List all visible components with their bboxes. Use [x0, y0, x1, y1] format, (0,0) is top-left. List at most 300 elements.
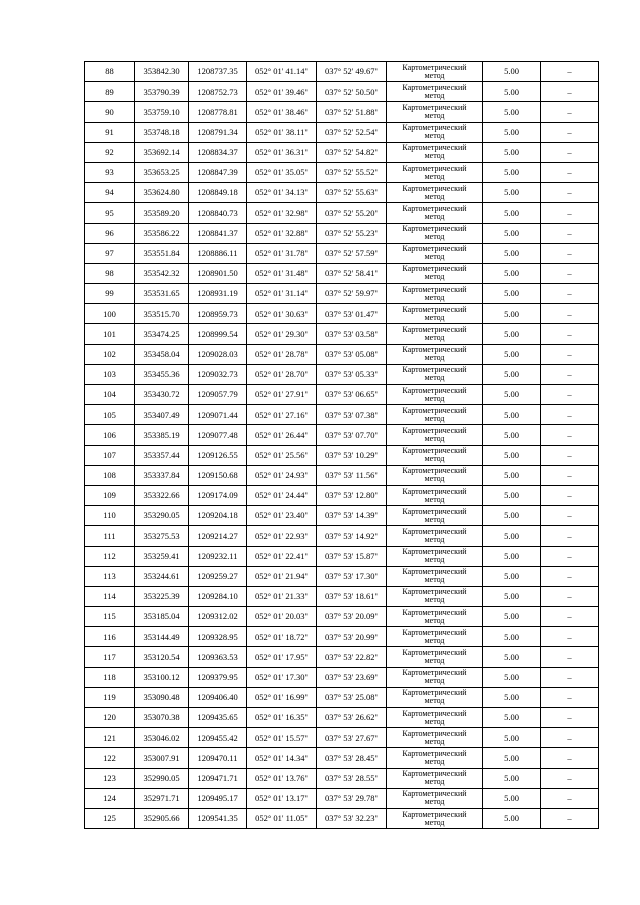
latitude-cell: 052° 01' 36.31": [247, 142, 317, 162]
longitude-cell: 037° 53' 03.58": [317, 324, 387, 344]
precision-cell: 5.00: [483, 465, 541, 485]
x-coordinate-cell: 353144.49: [135, 627, 189, 647]
precision-cell: 5.00: [483, 687, 541, 707]
longitude-cell: 037° 52' 58.41": [317, 263, 387, 283]
precision-cell: 5.00: [483, 62, 541, 82]
precision-cell: 5.00: [483, 445, 541, 465]
method-line1: Картометрический: [402, 567, 467, 577]
coordinates-table: [84, 61, 599, 829]
point-number-cell: 93: [85, 162, 135, 182]
table-row: [85, 607, 599, 627]
dash-cell: –: [541, 445, 599, 465]
method-cell: [387, 687, 483, 707]
point-number-cell: 103: [85, 364, 135, 384]
x-coordinate-cell: 352905.66: [135, 808, 189, 828]
point-number-cell: 123: [85, 768, 135, 788]
method-line1: Картометрический: [402, 102, 467, 112]
x-coordinate-cell: 353515.70: [135, 304, 189, 324]
method-line2: метод: [424, 433, 445, 443]
y-coordinate-cell: 1209214.27: [189, 526, 247, 546]
longitude-cell: 037° 53' 14.39": [317, 506, 387, 526]
dash-cell: –: [541, 122, 599, 142]
point-number-cell: 113: [85, 566, 135, 586]
table-row: [85, 162, 599, 182]
method-line2: метод: [424, 171, 445, 181]
latitude-cell: 052° 01' 21.33": [247, 586, 317, 606]
method-cell: [387, 304, 483, 324]
y-coordinate-cell: 1209284.10: [189, 586, 247, 606]
method-cell: [387, 142, 483, 162]
method-line2: метод: [424, 333, 445, 343]
longitude-cell: 037° 53' 05.08": [317, 344, 387, 364]
precision-cell: 5.00: [483, 586, 541, 606]
method-line1: Картометрический: [402, 446, 467, 456]
y-coordinate-cell: 1208752.73: [189, 82, 247, 102]
dash-cell: –: [541, 506, 599, 526]
precision-cell: 5.00: [483, 183, 541, 203]
point-number-cell: 120: [85, 708, 135, 728]
x-coordinate-cell: 353586.22: [135, 223, 189, 243]
longitude-cell: 037° 53' 14.92": [317, 526, 387, 546]
method-line2: метод: [424, 555, 445, 565]
y-coordinate-cell: 1209126.55: [189, 445, 247, 465]
method-line2: метод: [424, 716, 445, 726]
table-row: [85, 526, 599, 546]
y-coordinate-cell: 1208778.81: [189, 102, 247, 122]
latitude-cell: 052° 01' 34.13": [247, 183, 317, 203]
method-line1: Картометрический: [402, 688, 467, 698]
longitude-cell: 037° 53' 20.99": [317, 627, 387, 647]
method-line1: Картометрический: [402, 183, 467, 193]
x-coordinate-cell: 353551.84: [135, 243, 189, 263]
method-cell: [387, 506, 483, 526]
point-number-cell: 107: [85, 445, 135, 465]
x-coordinate-cell: 353185.04: [135, 607, 189, 627]
method-cell: [387, 586, 483, 606]
point-number-cell: 89: [85, 82, 135, 102]
y-coordinate-cell: 1208849.18: [189, 183, 247, 203]
table-row: [85, 324, 599, 344]
longitude-cell: 037° 53' 17.30": [317, 566, 387, 586]
precision-cell: 5.00: [483, 223, 541, 243]
method-cell: [387, 405, 483, 425]
y-coordinate-cell: 1208841.37: [189, 223, 247, 243]
table-row: [85, 344, 599, 364]
y-coordinate-cell: 1209363.53: [189, 647, 247, 667]
point-number-cell: 124: [85, 788, 135, 808]
method-cell: [387, 445, 483, 465]
method-cell: [387, 344, 483, 364]
table-row: [85, 667, 599, 687]
point-number-cell: 102: [85, 344, 135, 364]
longitude-cell: 037° 52' 55.52": [317, 162, 387, 182]
y-coordinate-cell: 1208847.39: [189, 162, 247, 182]
latitude-cell: 052° 01' 32.98": [247, 203, 317, 223]
latitude-cell: 052° 01' 35.05": [247, 162, 317, 182]
y-coordinate-cell: 1209455.42: [189, 728, 247, 748]
x-coordinate-cell: 353007.91: [135, 748, 189, 768]
x-coordinate-cell: 353337.84: [135, 465, 189, 485]
longitude-cell: 037° 52' 52.54": [317, 122, 387, 142]
y-coordinate-cell: 1208791.34: [189, 122, 247, 142]
method-cell: [387, 485, 483, 505]
method-line2: метод: [424, 272, 445, 282]
method-cell: [387, 808, 483, 828]
y-coordinate-cell: 1208834.37: [189, 142, 247, 162]
dash-cell: –: [541, 344, 599, 364]
method-line2: метод: [424, 494, 445, 504]
precision-cell: 5.00: [483, 162, 541, 182]
method-line2: метод: [424, 817, 445, 827]
longitude-cell: 037° 53' 11.56": [317, 465, 387, 485]
dash-cell: –: [541, 465, 599, 485]
method-line2: метод: [424, 615, 445, 625]
dash-cell: –: [541, 324, 599, 344]
method-line2: метод: [424, 393, 445, 403]
method-line1: Картометрический: [402, 163, 467, 173]
longitude-cell: 037° 53' 18.61": [317, 586, 387, 606]
method-line1: Картометрический: [402, 365, 467, 375]
y-coordinate-cell: 1209057.79: [189, 385, 247, 405]
point-number-cell: 97: [85, 243, 135, 263]
x-coordinate-cell: 353759.10: [135, 102, 189, 122]
precision-cell: 5.00: [483, 304, 541, 324]
method-line1: Картометрический: [402, 405, 467, 415]
method-cell: [387, 768, 483, 788]
latitude-cell: 052° 01' 31.78": [247, 243, 317, 263]
method-cell: [387, 243, 483, 263]
precision-cell: 5.00: [483, 728, 541, 748]
dash-cell: –: [541, 647, 599, 667]
longitude-cell: 037° 53' 27.67": [317, 728, 387, 748]
x-coordinate-cell: 353385.19: [135, 425, 189, 445]
table-row: [85, 223, 599, 243]
method-cell: [387, 788, 483, 808]
longitude-cell: 037° 53' 15.87": [317, 546, 387, 566]
method-line2: метод: [424, 756, 445, 766]
y-coordinate-cell: 1209028.03: [189, 344, 247, 364]
dash-cell: –: [541, 142, 599, 162]
method-cell: [387, 385, 483, 405]
point-number-cell: 99: [85, 284, 135, 304]
precision-cell: 5.00: [483, 627, 541, 647]
method-line1: Картометрический: [402, 224, 467, 234]
longitude-cell: 037° 53' 12.80": [317, 485, 387, 505]
dash-cell: –: [541, 62, 599, 82]
method-line2: метод: [424, 656, 445, 666]
method-line2: метод: [424, 90, 445, 100]
point-number-cell: 100: [85, 304, 135, 324]
precision-cell: 5.00: [483, 526, 541, 546]
table-row: [85, 122, 599, 142]
longitude-cell: 037° 53' 29.78": [317, 788, 387, 808]
method-line1: Картометрический: [402, 82, 467, 92]
method-cell: [387, 465, 483, 485]
y-coordinate-cell: 1209032.73: [189, 364, 247, 384]
dash-cell: –: [541, 223, 599, 243]
latitude-cell: 052° 01' 14.34": [247, 748, 317, 768]
method-line1: Картометрический: [402, 769, 467, 779]
method-line2: метод: [424, 635, 445, 645]
y-coordinate-cell: 1209470.11: [189, 748, 247, 768]
latitude-cell: 052° 01' 11.05": [247, 808, 317, 828]
precision-cell: 5.00: [483, 546, 541, 566]
method-line1: Картометрический: [402, 486, 467, 496]
dash-cell: –: [541, 243, 599, 263]
x-coordinate-cell: 353244.61: [135, 566, 189, 586]
y-coordinate-cell: 1208737.35: [189, 62, 247, 82]
x-coordinate-cell: 353589.20: [135, 203, 189, 223]
method-line2: метод: [424, 413, 445, 423]
longitude-cell: 037° 53' 05.33": [317, 364, 387, 384]
precision-cell: 5.00: [483, 263, 541, 283]
longitude-cell: 037° 53' 10.29": [317, 445, 387, 465]
x-coordinate-cell: 353407.49: [135, 405, 189, 425]
method-line1: Картометрический: [402, 304, 467, 314]
precision-cell: 5.00: [483, 768, 541, 788]
dash-cell: –: [541, 526, 599, 546]
method-cell: [387, 284, 483, 304]
precision-cell: 5.00: [483, 122, 541, 142]
x-coordinate-cell: 353275.53: [135, 526, 189, 546]
point-number-cell: 98: [85, 263, 135, 283]
table-row: [85, 183, 599, 203]
precision-cell: 5.00: [483, 405, 541, 425]
x-coordinate-cell: 353120.54: [135, 647, 189, 667]
method-line2: метод: [424, 736, 445, 746]
method-cell: [387, 203, 483, 223]
longitude-cell: 037° 53' 22.82": [317, 647, 387, 667]
table-row: [85, 425, 599, 445]
method-line1: Картометрический: [402, 748, 467, 758]
point-number-cell: 88: [85, 62, 135, 82]
dash-cell: –: [541, 405, 599, 425]
y-coordinate-cell: 1209379.95: [189, 667, 247, 687]
longitude-cell: 037° 53' 23.69": [317, 667, 387, 687]
method-cell: [387, 82, 483, 102]
method-line2: метод: [424, 353, 445, 363]
longitude-cell: 037° 52' 50.50": [317, 82, 387, 102]
point-number-cell: 105: [85, 405, 135, 425]
point-number-cell: 122: [85, 748, 135, 768]
point-number-cell: 111: [85, 526, 135, 546]
method-line1: Картометрический: [402, 809, 467, 819]
method-line2: метод: [424, 191, 445, 201]
point-number-cell: 95: [85, 203, 135, 223]
x-coordinate-cell: 352971.71: [135, 788, 189, 808]
dash-cell: –: [541, 162, 599, 182]
y-coordinate-cell: 1209174.09: [189, 485, 247, 505]
x-coordinate-cell: 353090.48: [135, 687, 189, 707]
dash-cell: –: [541, 788, 599, 808]
method-line1: Картометрический: [402, 425, 467, 435]
method-line2: метод: [424, 252, 445, 262]
precision-cell: 5.00: [483, 243, 541, 263]
dash-cell: –: [541, 728, 599, 748]
latitude-cell: 052° 01' 17.30": [247, 667, 317, 687]
latitude-cell: 052° 01' 38.46": [247, 102, 317, 122]
precision-cell: 5.00: [483, 788, 541, 808]
latitude-cell: 052° 01' 41.14": [247, 62, 317, 82]
y-coordinate-cell: 1209328.95: [189, 627, 247, 647]
precision-cell: 5.00: [483, 364, 541, 384]
dash-cell: –: [541, 284, 599, 304]
x-coordinate-cell: 353624.80: [135, 183, 189, 203]
y-coordinate-cell: 1208931.19: [189, 284, 247, 304]
method-cell: [387, 708, 483, 728]
method-cell: [387, 102, 483, 122]
dash-cell: –: [541, 82, 599, 102]
point-number-cell: 94: [85, 183, 135, 203]
method-line2: метод: [424, 696, 445, 706]
method-cell: [387, 566, 483, 586]
precision-cell: 5.00: [483, 284, 541, 304]
table-row: [85, 445, 599, 465]
x-coordinate-cell: 353790.39: [135, 82, 189, 102]
y-coordinate-cell: 1209232.11: [189, 546, 247, 566]
point-number-cell: 121: [85, 728, 135, 748]
latitude-cell: 052° 01' 28.78": [247, 344, 317, 364]
method-line2: метод: [424, 312, 445, 322]
method-cell: [387, 728, 483, 748]
method-line2: метод: [424, 131, 445, 141]
table-row: [85, 768, 599, 788]
table-row: [85, 304, 599, 324]
point-number-cell: 108: [85, 465, 135, 485]
method-line2: метод: [424, 575, 445, 585]
method-cell: [387, 546, 483, 566]
dash-cell: –: [541, 708, 599, 728]
longitude-cell: 037° 53' 06.65": [317, 385, 387, 405]
dash-cell: –: [541, 808, 599, 828]
x-coordinate-cell: 353748.18: [135, 122, 189, 142]
point-number-cell: 96: [85, 223, 135, 243]
longitude-cell: 037° 53' 01.47": [317, 304, 387, 324]
precision-cell: 5.00: [483, 485, 541, 505]
method-line2: метод: [424, 676, 445, 686]
method-line2: метод: [424, 211, 445, 221]
method-line1: Картометрический: [402, 203, 467, 213]
precision-cell: 5.00: [483, 607, 541, 627]
longitude-cell: 037° 52' 59.97": [317, 284, 387, 304]
longitude-cell: 037° 53' 07.38": [317, 405, 387, 425]
method-cell: [387, 324, 483, 344]
table-row: [85, 203, 599, 223]
method-line2: метод: [424, 70, 445, 80]
method-line1: Картометрический: [402, 627, 467, 637]
precision-cell: 5.00: [483, 808, 541, 828]
method-cell: [387, 122, 483, 142]
x-coordinate-cell: 353692.14: [135, 142, 189, 162]
y-coordinate-cell: 1209312.02: [189, 607, 247, 627]
latitude-cell: 052° 01' 16.35": [247, 708, 317, 728]
longitude-cell: 037° 52' 54.82": [317, 142, 387, 162]
table-row: [85, 586, 599, 606]
dash-cell: –: [541, 263, 599, 283]
table-row: [85, 465, 599, 485]
latitude-cell: 052° 01' 38.11": [247, 122, 317, 142]
method-line1: Картометрический: [402, 708, 467, 718]
dash-cell: –: [541, 546, 599, 566]
y-coordinate-cell: 1209204.18: [189, 506, 247, 526]
y-coordinate-cell: 1208840.73: [189, 203, 247, 223]
table-row: [85, 687, 599, 707]
method-cell: [387, 223, 483, 243]
method-line1: Картометрический: [402, 264, 467, 274]
method-line2: метод: [424, 151, 445, 161]
x-coordinate-cell: 353259.41: [135, 546, 189, 566]
dash-cell: –: [541, 768, 599, 788]
x-coordinate-cell: 353842.30: [135, 62, 189, 82]
method-cell: [387, 748, 483, 768]
dash-cell: –: [541, 627, 599, 647]
method-line1: Картометрический: [402, 648, 467, 658]
point-number-cell: 110: [85, 506, 135, 526]
latitude-cell: 052° 01' 24.44": [247, 485, 317, 505]
dash-cell: –: [541, 586, 599, 606]
dash-cell: –: [541, 607, 599, 627]
method-line1: Картометрический: [402, 62, 467, 72]
x-coordinate-cell: 353542.32: [135, 263, 189, 283]
longitude-cell: 037° 52' 51.88": [317, 102, 387, 122]
latitude-cell: 052° 01' 27.16": [247, 405, 317, 425]
latitude-cell: 052° 01' 31.48": [247, 263, 317, 283]
x-coordinate-cell: 353653.25: [135, 162, 189, 182]
y-coordinate-cell: 1209495.17: [189, 788, 247, 808]
method-line1: Картометрический: [402, 325, 467, 335]
precision-cell: 5.00: [483, 385, 541, 405]
method-line1: Картометрический: [402, 526, 467, 536]
longitude-cell: 037° 52' 57.59": [317, 243, 387, 263]
latitude-cell: 052° 01' 22.41": [247, 546, 317, 566]
latitude-cell: 052° 01' 25.56": [247, 445, 317, 465]
point-number-cell: 104: [85, 385, 135, 405]
point-number-cell: 119: [85, 687, 135, 707]
dash-cell: –: [541, 667, 599, 687]
x-coordinate-cell: 353290.05: [135, 506, 189, 526]
longitude-cell: 037° 53' 32.23": [317, 808, 387, 828]
table-row: [85, 647, 599, 667]
table-row: [85, 263, 599, 283]
method-cell: [387, 647, 483, 667]
precision-cell: 5.00: [483, 344, 541, 364]
latitude-cell: 052° 01' 31.14": [247, 284, 317, 304]
latitude-cell: 052° 01' 18.72": [247, 627, 317, 647]
method-cell: [387, 607, 483, 627]
table-body: [85, 62, 599, 829]
dash-cell: –: [541, 687, 599, 707]
latitude-cell: 052° 01' 13.17": [247, 788, 317, 808]
latitude-cell: 052° 01' 22.93": [247, 526, 317, 546]
method-line1: Картометрический: [402, 284, 467, 294]
y-coordinate-cell: 1209471.71: [189, 768, 247, 788]
y-coordinate-cell: 1208901.50: [189, 263, 247, 283]
method-line2: метод: [424, 595, 445, 605]
y-coordinate-cell: 1209077.48: [189, 425, 247, 445]
dash-cell: –: [541, 364, 599, 384]
method-cell: [387, 183, 483, 203]
x-coordinate-cell: 353458.04: [135, 344, 189, 364]
precision-cell: 5.00: [483, 506, 541, 526]
method-line1: Картометрический: [402, 668, 467, 678]
method-line1: Картометрический: [402, 244, 467, 254]
table-row: [85, 506, 599, 526]
table-row: [85, 243, 599, 263]
y-coordinate-cell: 1209259.27: [189, 566, 247, 586]
method-line2: метод: [424, 292, 445, 302]
point-number-cell: 90: [85, 102, 135, 122]
precision-cell: 5.00: [483, 324, 541, 344]
